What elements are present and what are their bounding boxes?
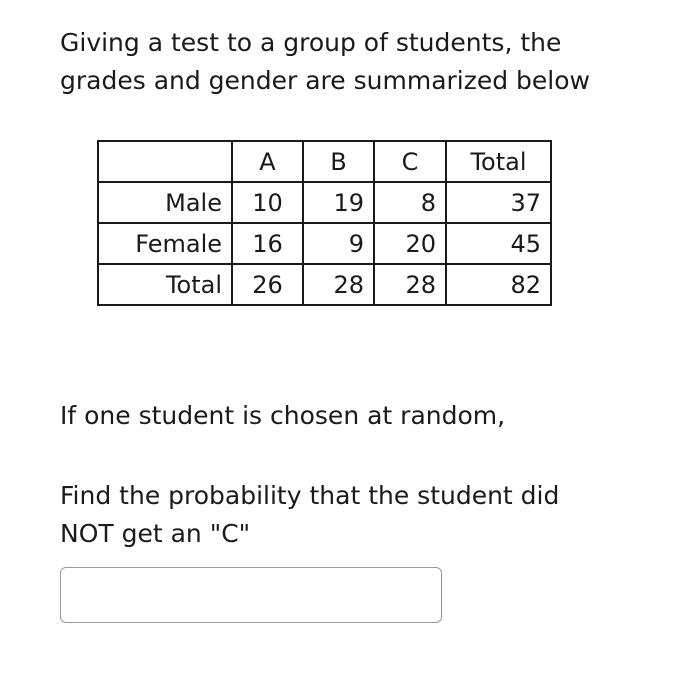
row-label: Total [98, 264, 232, 305]
table-header-cell: Total [446, 141, 551, 182]
row-label: Male [98, 182, 232, 223]
table-cell: 82 [446, 264, 551, 305]
question-text [60, 477, 660, 553]
table-row-total [98, 264, 551, 305]
question-line-2: NOT get an "C" [60, 519, 251, 548]
table-cell: 28 [374, 264, 446, 305]
table-cell: 45 [446, 223, 551, 264]
intro-line-2: grades and gender are summarized below [60, 66, 590, 95]
table-cell: 28 [303, 264, 374, 305]
random-selection-prompt: If one student is chosen at random, [60, 401, 506, 430]
table-cell: 37 [446, 182, 551, 223]
table-header-cell: B [303, 141, 374, 182]
table-cell: 10 [232, 182, 303, 223]
table-row-male [98, 182, 551, 223]
grades-gender-table [97, 140, 552, 306]
question-line-1: Find the probability that the student did [60, 481, 560, 510]
problem-intro [60, 24, 660, 100]
table-header-cell [98, 141, 232, 182]
table-cell: 26 [232, 264, 303, 305]
table-header-cell: C [374, 141, 446, 182]
table-cell: 19 [303, 182, 374, 223]
table-row-female [98, 223, 551, 264]
table-header-row [98, 141, 551, 182]
table-cell: 8 [374, 182, 446, 223]
table-cell: 9 [303, 223, 374, 264]
answer-input[interactable] [60, 567, 442, 623]
table-cell: 20 [374, 223, 446, 264]
table-cell: 16 [232, 223, 303, 264]
table-header-cell: A [232, 141, 303, 182]
intro-line-1: Giving a test to a group of students, the [60, 28, 562, 57]
row-label: Female [98, 223, 232, 264]
